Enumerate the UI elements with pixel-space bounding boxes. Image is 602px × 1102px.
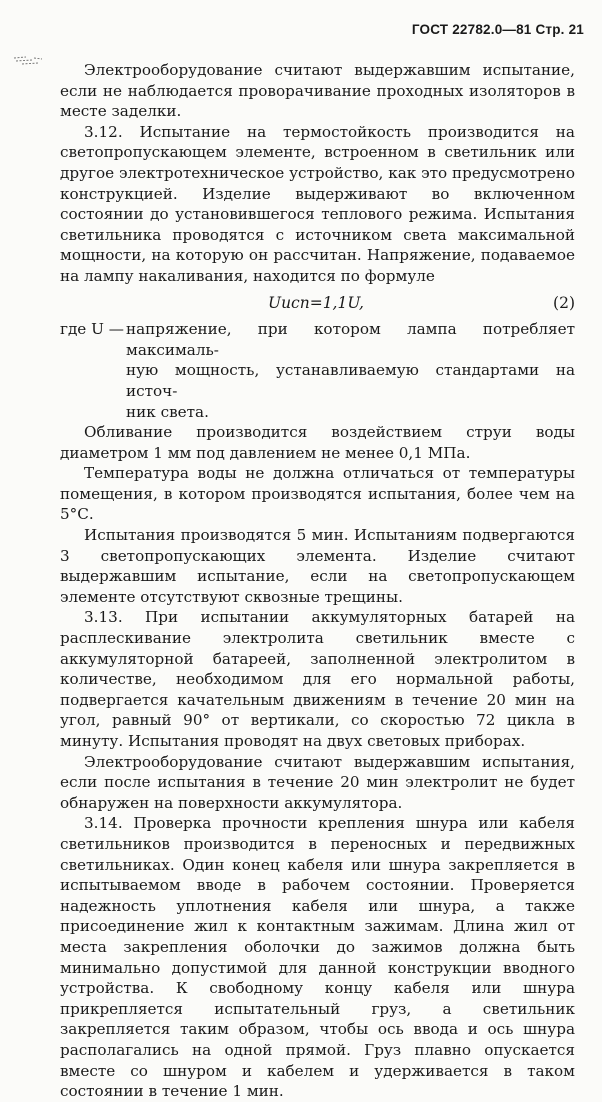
paragraph: Обливание производится воздействием струи воды диаметром 1 мм под давлением не менее 0,1 МПа. — [60, 423, 575, 462]
paragraph: Электрооборудование считают выдержавшим испытания, если после испытания в течение 20 мин электролит не будет обнаружен на поверхности аккумулятора. — [60, 752, 575, 812]
formula-number: (2) — [553, 293, 575, 312]
formula-2 — [60, 293, 575, 314]
paragraph-section-3-12: 3.12. Испытание на термостойкость производится на светопропускающем элементе, встроенном в светильник или другое электротехническое устройство, как это предусмотрено конструкцией. Изделие выдерживают во включенном состоянии до установившегося теплового режима. Испытания светильника проводятся с источником света максимальной мощности, на которую он рассчитан. Напряжение, подаваемое на лампу накаливания, находится по формуле — [60, 122, 575, 285]
paragraph: Испытания производятся 5 мин. Испытаниям подвергаются 3 светопропускающих элемента. Изделие считают выдержавшим испытание, если на светопропускающем элементе отсутствуют сквозные трещины. — [60, 526, 575, 606]
formula-expression: Uисп=1,1U, — [268, 293, 364, 312]
page-header: ГОСТ 22782.0—81 Стр. 21 — [411, 22, 584, 37]
formula-where-clause — [60, 319, 575, 422]
where-definition — [126, 319, 575, 422]
margin-scribble-mark — [12, 50, 54, 72]
where-lead: где U — — [60, 320, 124, 339]
where-line: напряжение, при котором лампа потребляет максималь- — [126, 320, 575, 359]
paragraph-section-3-14: 3.14. Проверка прочности крепления шнура или кабеля светильников производится в переносных и передвижных светильниках. Один конец кабеля или шнура закрепляется в испытываемом вводе в рабочем состоянии. Проверяется надежность уплотнения кабеля или шнура, а также присоединение жил к контактным зажимам. Длина жил от места закрепления оболочки до зажимов должна быть минимально допустимой для данной конструкции вводного устройства. К свободному концу кабеля или шнура прикрепляется испытательный груз, а светильник закрепляется таким образом, чтобы ось ввода и ось шнура располагались на одной прямой. Груз плавно опускается вместе со шнуром и кабелем и удерживается в таком состоянии в течение 1 мин. — [60, 814, 575, 1101]
paragraph: Температура воды не должна отличаться от температуры помещения, в котором производятся испытания, более чем на 5°С. — [60, 464, 575, 524]
where-line: ник света. — [126, 402, 209, 421]
document-body — [60, 60, 575, 1102]
paragraph: Электрооборудование считают выдержавшим испытание, если не наблюдается проворачивание проходных изоляторов в месте заделки. — [60, 61, 575, 121]
where-line: ную мощность, устанавливаемую стандартами на источ- — [126, 361, 575, 400]
paragraph-section-3-13: 3.13. При испытании аккумуляторных батарей на расплескивание электролита светильник вместе с аккумуляторной батареей, заполненной электролитом в количестве, необходимом для его нормальной работы, подвергается качательным движениям в течение 20 мин на угол, равный 90° от вертикали, со скоростью 72 цикла в минуту. Испытания проводят на двух световых приборах. — [60, 608, 575, 750]
